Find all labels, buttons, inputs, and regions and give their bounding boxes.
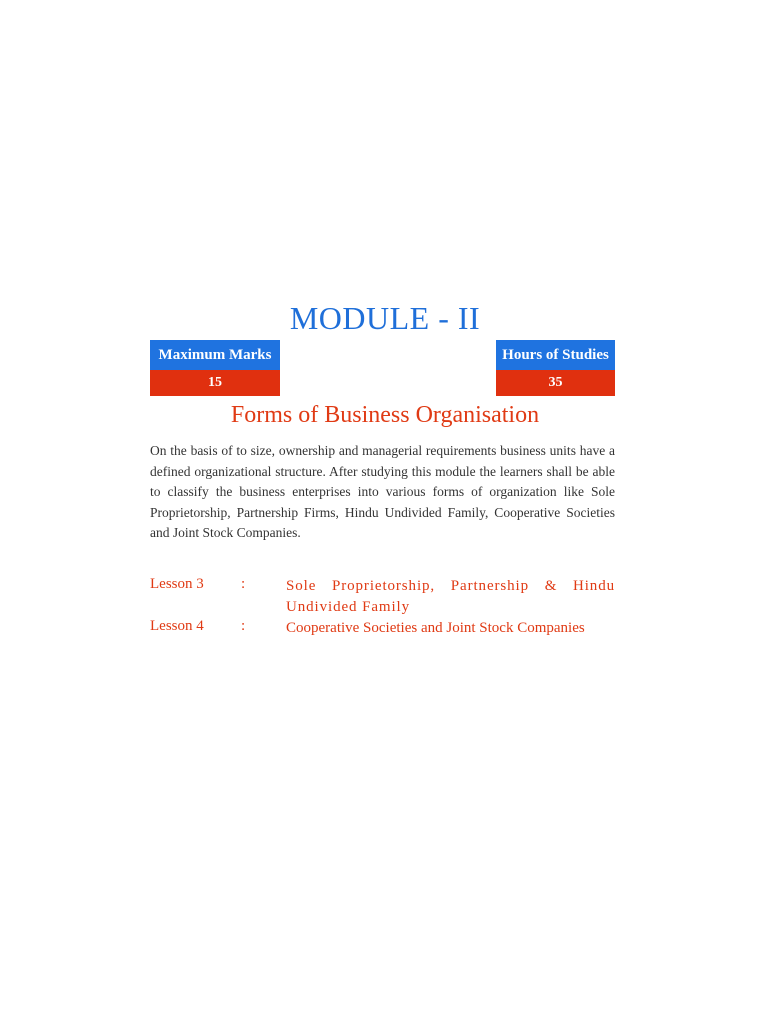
lesson-title: Cooperative Societies and Joint Stock Companies	[286, 620, 585, 636]
module-title: MODULE - II	[289, 300, 481, 336]
lesson-number: Lesson 3	[150, 576, 204, 592]
maximum-marks-box	[150, 340, 280, 396]
lesson-separator: :	[241, 618, 246, 634]
hours-of-studies-value: 35	[496, 370, 615, 396]
lesson-item	[150, 618, 615, 639]
hours-of-studies-label: Hours of Studies	[496, 340, 615, 370]
lesson-item	[150, 576, 615, 618]
maximum-marks-value: 15	[150, 370, 280, 396]
lesson-title: Sole Proprietorship, Partnership & Hindu Undivided Family	[286, 578, 615, 615]
module-subtitle: Forms of Business Organisation	[230, 402, 540, 428]
maximum-marks-label: Maximum Marks	[150, 340, 280, 370]
module-introduction: On the basis of to size, ownership and managerial requirements business units have a defined organizational structure. After studying this module the learners shall be able to classify the business enterprises into various forms of organization like Sole Proprietorship, Partnership Firms, Hindu Undivided Family, Cooperative Societies and Joint Stock Companies.	[150, 443, 615, 540]
hours-of-studies-box	[496, 340, 615, 396]
lesson-list	[150, 576, 615, 639]
lesson-number: Lesson 4	[150, 618, 204, 634]
lesson-separator: :	[241, 576, 246, 592]
